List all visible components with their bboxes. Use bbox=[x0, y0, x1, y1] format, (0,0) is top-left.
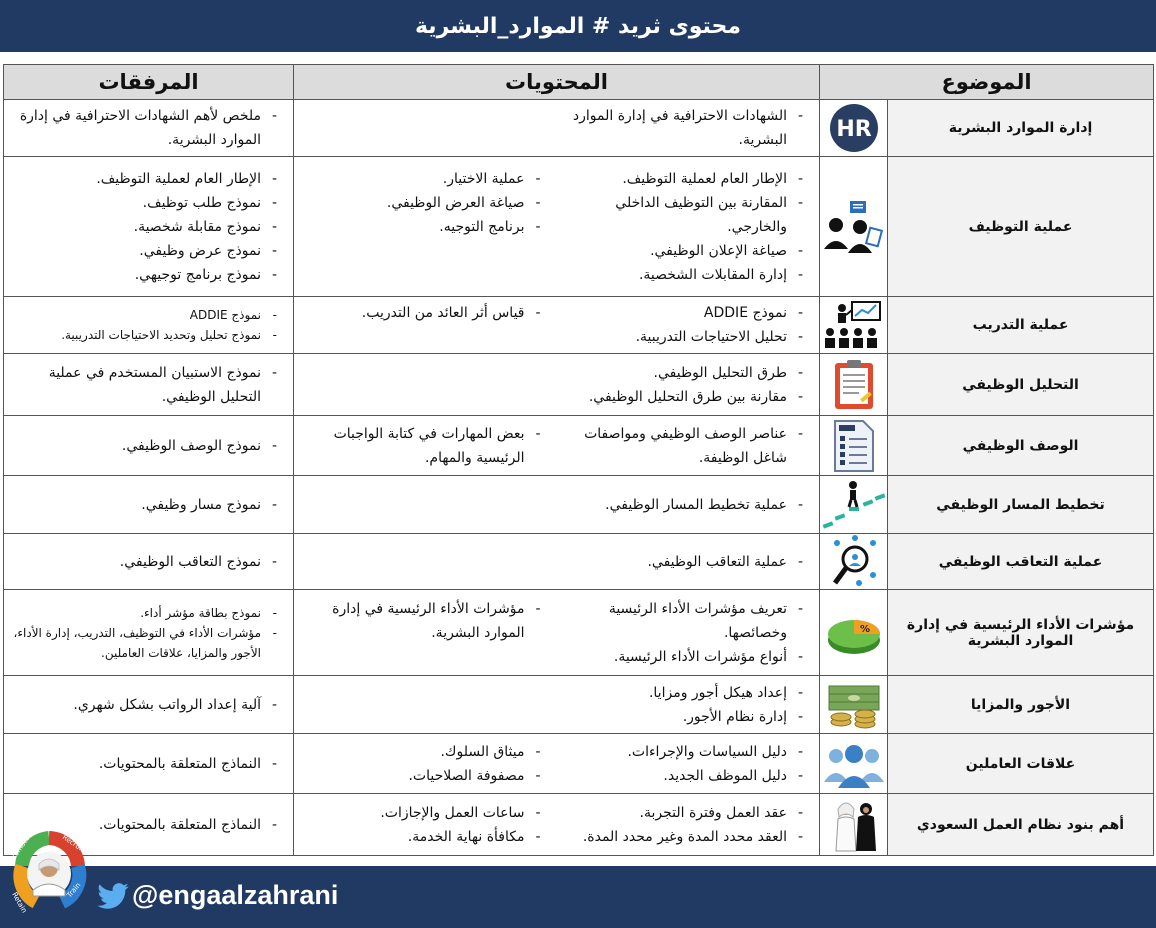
topic-icon-cell bbox=[820, 354, 888, 416]
table-row bbox=[4, 734, 1154, 794]
attachments-list bbox=[4, 430, 293, 462]
contents-list-primary bbox=[557, 418, 820, 474]
table-row bbox=[4, 416, 1154, 476]
attachment-item: - نموذج الاستبيان المستخدم في عملية التحليل الوظيفي. bbox=[10, 361, 279, 409]
attachments-list bbox=[4, 489, 293, 521]
content-item: - صياغة الإعلان الوظيفي. bbox=[563, 239, 806, 263]
content-item: - مكافأة نهاية الخدمة. bbox=[300, 825, 543, 849]
attachments-cell bbox=[4, 100, 294, 157]
contents-list-secondary bbox=[294, 100, 557, 156]
attachment-item: - مؤشرات الأداء في التوظيف، التدريب، إدارة الأداء، الأجور والمزايا، علاقات العاملين. bbox=[10, 623, 279, 663]
attachments-cell bbox=[4, 157, 294, 297]
table-row bbox=[4, 476, 1154, 534]
attachments-list bbox=[4, 748, 293, 780]
content-item: - برنامج التوجيه. bbox=[300, 215, 543, 239]
attachments-list bbox=[4, 100, 293, 156]
content-item: - مؤشرات الأداء الرئيسية في إدارة الموارد البشرية. bbox=[300, 597, 543, 645]
content-item: - تعريف مؤشرات الأداء الرئيسية وخصائصها. bbox=[563, 597, 806, 645]
attachments-list bbox=[4, 163, 293, 291]
content-item: - دليل السياسات والإجراءات. bbox=[563, 740, 806, 764]
content-item: - الشهادات الاحترافية في إدارة الموارد البشرية. bbox=[563, 104, 806, 152]
contents-list-primary bbox=[557, 357, 820, 413]
contents-cell bbox=[294, 794, 820, 856]
attachment-item: - نموذج ADDIE bbox=[10, 305, 279, 325]
contents-list-primary bbox=[557, 297, 820, 353]
topic-cell: الوصف الوظيفي bbox=[888, 416, 1154, 476]
topic-column-header: الموضوع bbox=[820, 65, 1154, 100]
badge-word-retain: Retain bbox=[10, 891, 29, 915]
attachment-item: - نموذج مسار وظيفي. bbox=[10, 493, 279, 517]
content-item: - أنواع مؤشرات الأداء الرئيسية. bbox=[563, 645, 806, 669]
contents-list-secondary bbox=[294, 357, 557, 413]
contents-list-primary bbox=[557, 163, 820, 291]
attachments-cell bbox=[4, 534, 294, 590]
saudi-workers-icon bbox=[820, 797, 887, 853]
contents-list-secondary bbox=[294, 546, 557, 578]
attachment-item: - نموذج برنامج توجيهي. bbox=[10, 263, 279, 287]
topic-cell: علاقات العاملين bbox=[888, 734, 1154, 794]
topic-cell: أهم بنود نظام العمل السعودي bbox=[888, 794, 1154, 856]
attachments-list bbox=[4, 546, 293, 578]
attachment-item: - نموذج طلب توظيف. bbox=[10, 191, 279, 215]
content-item: - ميثاق السلوك. bbox=[300, 740, 543, 764]
contents-cell bbox=[294, 476, 820, 534]
attachment-item: - آلية إعداد الرواتب بشكل شهري. bbox=[10, 693, 279, 717]
kpi-pie-icon bbox=[820, 608, 887, 658]
attachments-column-header: المرفقات bbox=[4, 65, 294, 100]
content-item: - طرق التحليل الوظيفي. bbox=[563, 361, 806, 385]
attachment-item: - نموذج بطاقة مؤشر أداء. bbox=[10, 603, 279, 623]
content-item: - مصفوفة الصلاحيات. bbox=[300, 764, 543, 788]
content-item: - عملية التعاقب الوظيفي. bbox=[563, 550, 806, 574]
contents-list-secondary bbox=[294, 418, 557, 474]
attachments-list bbox=[4, 599, 293, 667]
content-item: - إدارة المقابلات الشخصية. bbox=[563, 263, 806, 287]
contents-list-secondary bbox=[294, 489, 557, 521]
table-row bbox=[4, 354, 1154, 416]
contents-list-secondary bbox=[294, 797, 557, 853]
svg-text:HR: HR bbox=[835, 117, 872, 142]
table-row bbox=[4, 157, 1154, 297]
succession-icon bbox=[820, 535, 887, 589]
attachments-list bbox=[4, 301, 293, 349]
badge-word-promote: Promote bbox=[8, 834, 32, 864]
attachment-item: - نموذج تحليل وتحديد الاحتياجات التدريبية. bbox=[10, 325, 279, 345]
attachments-cell bbox=[4, 354, 294, 416]
attachments-cell bbox=[4, 416, 294, 476]
content-item: - عناصر الوصف الوظيفي ومواصفات شاغل الوظيفة. bbox=[563, 422, 806, 470]
contents-list-primary bbox=[557, 489, 820, 521]
attachments-cell bbox=[4, 297, 294, 354]
contents-list-secondary bbox=[294, 736, 557, 792]
topic-icon-cell bbox=[820, 416, 888, 476]
topic-icon-cell bbox=[820, 157, 888, 297]
contents-list-primary bbox=[557, 677, 820, 733]
contents-list-primary bbox=[557, 736, 820, 792]
contents-list-secondary bbox=[294, 593, 557, 673]
attachment-item: - نموذج الوصف الوظيفي. bbox=[10, 434, 279, 458]
topic-cell: التحليل الوظيفي bbox=[888, 354, 1154, 416]
badge-word-recruit: Recruit bbox=[60, 833, 86, 854]
topic-icon-cell bbox=[820, 590, 888, 676]
attachment-item: - النماذج المتعلقة بالمحتويات. bbox=[10, 813, 279, 837]
content-item: - ساعات العمل والإجازات. bbox=[300, 801, 543, 825]
attachments-cell bbox=[4, 734, 294, 794]
content-item: - قياس أثر العائد من التدريب. bbox=[300, 301, 543, 325]
content-item: - صياغة العرض الوظيفي. bbox=[300, 191, 543, 215]
topic-cell: عملية التدريب bbox=[888, 297, 1154, 354]
topic-cell: تخطيط المسار الوظيفي bbox=[888, 476, 1154, 534]
attachments-list bbox=[4, 357, 293, 413]
attachments-cell bbox=[4, 590, 294, 676]
attachments-list bbox=[4, 689, 293, 721]
contents-list-primary bbox=[557, 797, 820, 853]
contents-cell bbox=[294, 416, 820, 476]
topic-icon-cell bbox=[820, 100, 888, 157]
content-item: - الإطار العام لعملية التوظيف. bbox=[563, 167, 806, 191]
contents-column-header: المحتويات bbox=[294, 65, 820, 100]
table-header-row bbox=[4, 65, 1154, 100]
contents-list-primary bbox=[557, 593, 820, 673]
topic-cell: مؤشرات الأداء الرئيسية في إدارة الموارد البشرية bbox=[888, 590, 1154, 676]
attachment-item: - النماذج المتعلقة بالمحتويات. bbox=[10, 752, 279, 776]
twitter-handle[interactable]: @engaalzahrani bbox=[132, 880, 339, 910]
attachment-item: - نموذج عرض وظيفي. bbox=[10, 239, 279, 263]
topic-icon-cell bbox=[820, 534, 888, 590]
content-item: - إعداد هيكل أجور ومزايا. bbox=[563, 681, 806, 705]
table-row bbox=[4, 676, 1154, 734]
author-badge bbox=[4, 824, 94, 924]
money-icon bbox=[820, 680, 887, 730]
topic-cell: عملية التعاقب الوظيفي bbox=[888, 534, 1154, 590]
contents-list-secondary bbox=[294, 163, 557, 291]
topic-icon-cell bbox=[820, 297, 888, 354]
attachment-item: - الإطار العام لعملية التوظيف. bbox=[10, 167, 279, 191]
footer-bar bbox=[0, 866, 1156, 928]
content-item: - عملية الاختيار. bbox=[300, 167, 543, 191]
clipboard-icon bbox=[820, 359, 887, 411]
attachments-cell bbox=[4, 476, 294, 534]
contents-cell bbox=[294, 100, 820, 157]
page-title: محتوى ثريد # الموارد_البشرية bbox=[414, 13, 742, 39]
badge-word-train: Train bbox=[65, 881, 83, 900]
job-description-icon bbox=[820, 419, 887, 473]
contents-list-primary bbox=[557, 100, 820, 156]
contents-cell bbox=[294, 354, 820, 416]
topic-icon-cell bbox=[820, 794, 888, 856]
title-bar bbox=[0, 0, 1156, 52]
topic-cell: إدارة الموارد البشرية bbox=[888, 100, 1154, 157]
recruitment-icon bbox=[820, 199, 887, 255]
content-item: - دليل الموظف الجديد. bbox=[563, 764, 806, 788]
content-item: - نموذج ADDIE bbox=[563, 301, 806, 325]
contents-list-primary bbox=[557, 546, 820, 578]
career-path-icon bbox=[820, 479, 887, 531]
svg-text:%: % bbox=[859, 623, 870, 635]
attachment-item: - نموذج التعاقب الوظيفي. bbox=[10, 550, 279, 574]
content-item: - تحليل الاحتياجات التدريبية. bbox=[563, 325, 806, 349]
content-item: - العقد محدد المدة وغير محدد المدة. bbox=[563, 825, 806, 849]
content-item: - عقد العمل وفترة التجربة. bbox=[563, 801, 806, 825]
attachment-item: - ملخص لأهم الشهادات الاحترافية في إدارة الموارد البشرية. bbox=[10, 104, 279, 152]
table-row bbox=[4, 590, 1154, 676]
content-item: - بعض المهارات في كتابة الواجبات الرئيسية والمهام. bbox=[300, 422, 543, 470]
content-item: - مقارنة بين طرق التحليل الوظيفي. bbox=[563, 385, 806, 409]
contents-cell bbox=[294, 676, 820, 734]
people-icon bbox=[820, 738, 887, 790]
contents-cell bbox=[294, 590, 820, 676]
topic-cell: عملية التوظيف bbox=[888, 157, 1154, 297]
table-row bbox=[4, 297, 1154, 354]
topic-icon-cell bbox=[820, 476, 888, 534]
contents-list-secondary bbox=[294, 297, 557, 353]
training-icon bbox=[820, 300, 887, 350]
content-table bbox=[3, 64, 1154, 856]
attachments-cell bbox=[4, 676, 294, 734]
content-item: - المقارنة بين التوظيف الداخلي والخارجي. bbox=[563, 191, 806, 239]
twitter-bird-icon bbox=[96, 879, 130, 913]
table-row bbox=[4, 100, 1154, 157]
content-item: - إدارة نظام الأجور. bbox=[563, 705, 806, 729]
contents-cell bbox=[294, 734, 820, 794]
table-row bbox=[4, 534, 1154, 590]
contents-cell bbox=[294, 297, 820, 354]
topic-icon-cell bbox=[820, 676, 888, 734]
contents-cell bbox=[294, 157, 820, 297]
attachment-item: - نموذج مقابلة شخصية. bbox=[10, 215, 279, 239]
content-item: - عملية تخطيط المسار الوظيفي. bbox=[563, 493, 806, 517]
contents-list-secondary bbox=[294, 677, 557, 733]
table-row bbox=[4, 794, 1154, 856]
topic-icon-cell bbox=[820, 734, 888, 794]
hr-icon bbox=[820, 102, 887, 154]
contents-cell bbox=[294, 534, 820, 590]
topic-cell: الأجور والمزايا bbox=[888, 676, 1154, 734]
